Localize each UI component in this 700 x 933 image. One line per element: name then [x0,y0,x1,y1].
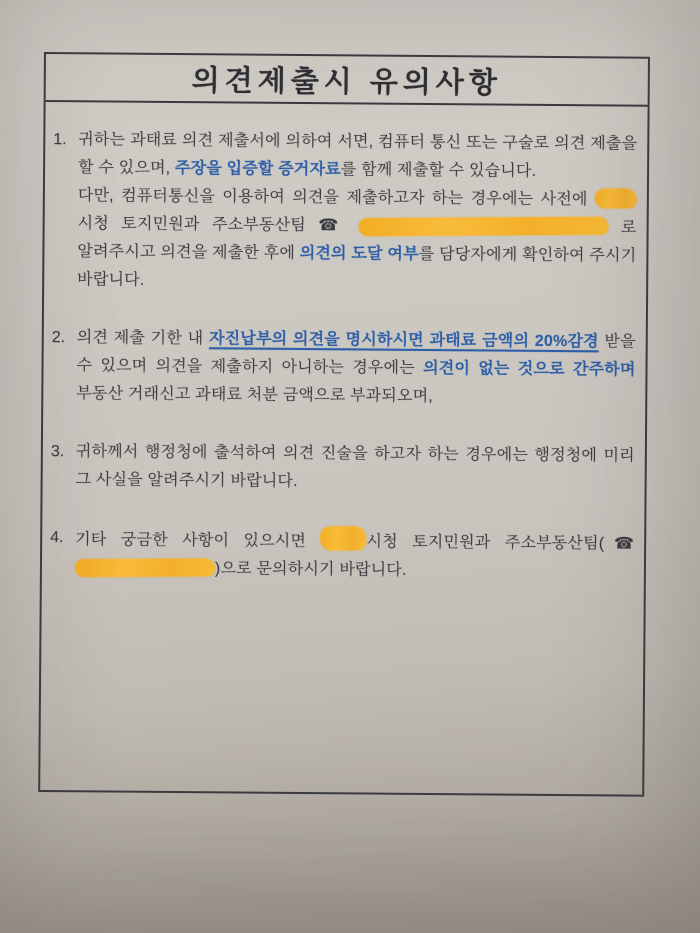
emphasis-text: 의견이 없는 것으로 간주하며 [423,359,636,379]
item-body [75,524,634,586]
paragraph [76,324,636,412]
phone-icon: ☎ [604,535,635,553]
emphasis-text: 자진납부의 의견을 명시하시면 과태료 금액의 20%감경 [208,330,599,351]
item-body [76,438,635,498]
text-segment: 시청 토지민원과 주소부동산팀 [77,215,319,235]
item-number: 3. [50,443,65,461]
redaction-highlight [359,217,609,237]
paragraph [76,438,635,498]
paragraph [78,126,637,186]
text-segment: 의견 제출 기한 내 [76,329,210,348]
emphasis-text: 의견의 도달 여부 [299,245,419,263]
text-segment: 부동산 거래신고 과태료 처분 금액으로 부과되오며, [76,385,434,406]
redaction-highlight [75,558,215,577]
text-segment: 를 함께 제출할 수 있습니다. [340,161,537,180]
notice-title: 의견제출시 유의사항 [191,64,502,100]
text-segment: 시청 토지민원과 주소부동산팀( [366,533,605,553]
redaction-highlight [595,188,637,208]
redaction-highlight [320,526,366,550]
item-number: 2. [51,329,66,347]
text-segment [346,217,359,234]
item-body [77,126,637,298]
text-segment: 귀하는 과태료 의견 제출서에 의하여 서면, 컴퓨터 통신 또는 구술로 의견 제출을 할 수 있으며, [78,131,638,178]
notice-item [51,324,636,413]
notice-item [52,126,637,299]
paragraph [75,524,634,586]
item-body [76,324,636,412]
notice-item [51,438,635,499]
text-segment: 다만, 컴퓨터통신을 이용하여 의견을 제출하고자 하는 경우에는 사전에 [77,187,595,209]
text-segment: 를 담당자에게 확인하여 주시기 바랍니다. [77,245,637,289]
paragraph [77,182,637,298]
text-segment: 받을 수 있으며 의견을 제출하지 아니하는 경우에는 [76,333,636,377]
text-segment: 귀하께서 행정청에 출석하여 의견 진술을 하고자 하는 경우에는 행정청에 미리 그 사실을 알려주시기 바랍니다. [75,443,635,491]
text-segment: )으로 문의하시기 바랍니다. [214,560,407,579]
notice-content [42,102,648,587]
item-number: 4. [50,529,64,547]
phone-icon: ☎ [318,217,347,235]
text-segment: 기타 궁금한 사항이 있으시면 [75,531,321,551]
item-number: 1. [53,131,67,149]
notice-box [38,52,650,797]
text-segment: 로 알려주시고 의견을 제출한 후에 [77,219,637,263]
emphasis-text: 주장을 입증할 증거자료 [174,160,341,179]
title-row [46,54,648,107]
notice-item [50,524,634,587]
